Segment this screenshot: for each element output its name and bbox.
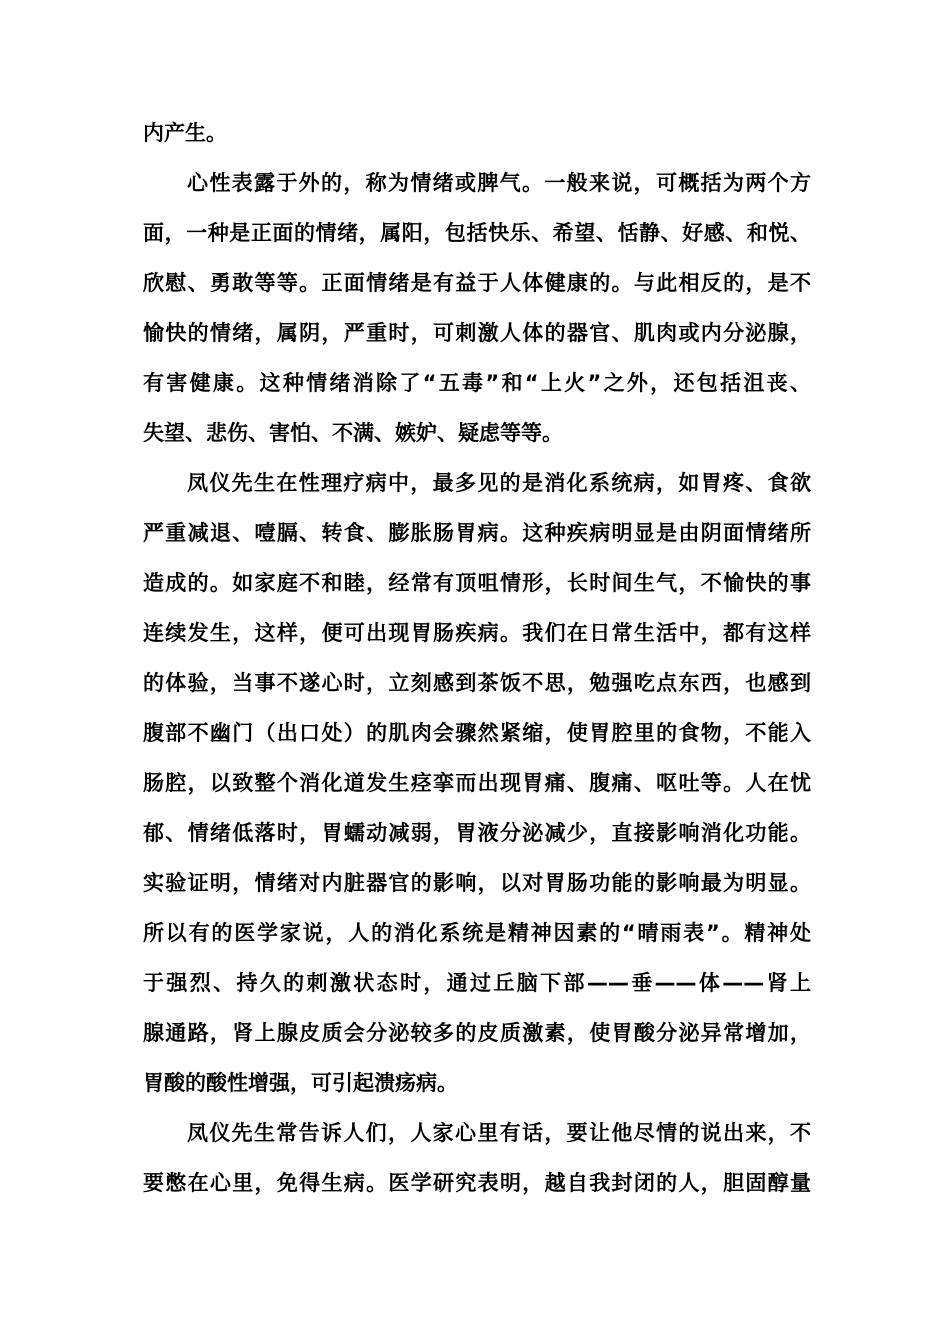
text-line: 所以有的医学家说，人的消化系统是精神因素的“晴雨表”。精神处: [143, 921, 811, 945]
text-line: 面，一种是正面的情绪，属阳，包括快乐、希望、恬静、好感、和悦、: [143, 221, 811, 245]
text-line: 腺通路，肾上腺皮质会分泌较多的皮质激素，使胃酸分泌异常增加，: [143, 1021, 811, 1045]
text-line: 严重减退、噎膈、转食、膨胀肠胃病。这种疾病明显是由阴面情绪所: [143, 521, 811, 545]
text-line: 要憋在心里，免得生病。医学研究表明，越自我封闭的人，胆固醇量: [143, 1171, 811, 1195]
text-line: 于强烈、持久的刺激状态时，通过丘脑下部——垂——体——肾上: [143, 971, 811, 995]
text-line: 有害健康。这种情绪消除了“五毒”和“上火”之外，还包括沮丧、: [143, 371, 811, 395]
text-line: 造成的。如家庭不和睦，经常有顶咀情形，长时间生气，不愉快的事: [143, 571, 811, 595]
text-line: 心性表露于外的，称为情绪或脾气。一般来说，可概括为两个方: [187, 171, 811, 195]
text-line: 凤仪先生常告诉人们，人家心里有话，要让他尽情的说出来，不: [187, 1121, 811, 1145]
text-line: 的体验，当事不遂心时，立刻感到茶饭不思，勉强吃点东西，也感到: [143, 671, 811, 695]
text-line: 胃酸的酸性增强，可引起溃疡病。: [143, 1071, 458, 1095]
text-line: 郁、情绪低落时，胃蠕动减弱，胃液分泌减少，直接影响消化功能。: [143, 821, 811, 845]
text-line: 腹部不幽门（出口处）的肌肉会骤然紧缩，使胃腔里的食物，不能入: [143, 721, 811, 745]
text-line: 欣慰、勇敢等等。正面情绪是有益于人体健康的。与此相反的，是不: [143, 271, 811, 295]
body-text: [143, 108, 811, 1208]
text-line: 连续发生，这样，便可出现胃肠疾病。我们在日常生活中，都有这样: [143, 621, 811, 645]
text-line: 失望、悲伤、害怕、不满、嫉妒、疑虑等等。: [143, 421, 563, 445]
text-line: 凤仪先生在性理疗病中，最多见的是消化系统病，如胃疼、食欲: [187, 471, 811, 495]
text-line: 内产生。: [143, 121, 227, 145]
text-line: 实验证明，情绪对内脏器官的影响，以对胃肠功能的影响最为明显。: [143, 871, 811, 895]
text-line: 肠腔，以致整个消化道发生痉挛而出现胃痛、腹痛、呕吐等。人在忧: [143, 771, 811, 795]
text-line: 愉快的情绪，属阴，严重时，可刺激人体的器官、肌肉或内分泌腺，: [143, 321, 811, 345]
